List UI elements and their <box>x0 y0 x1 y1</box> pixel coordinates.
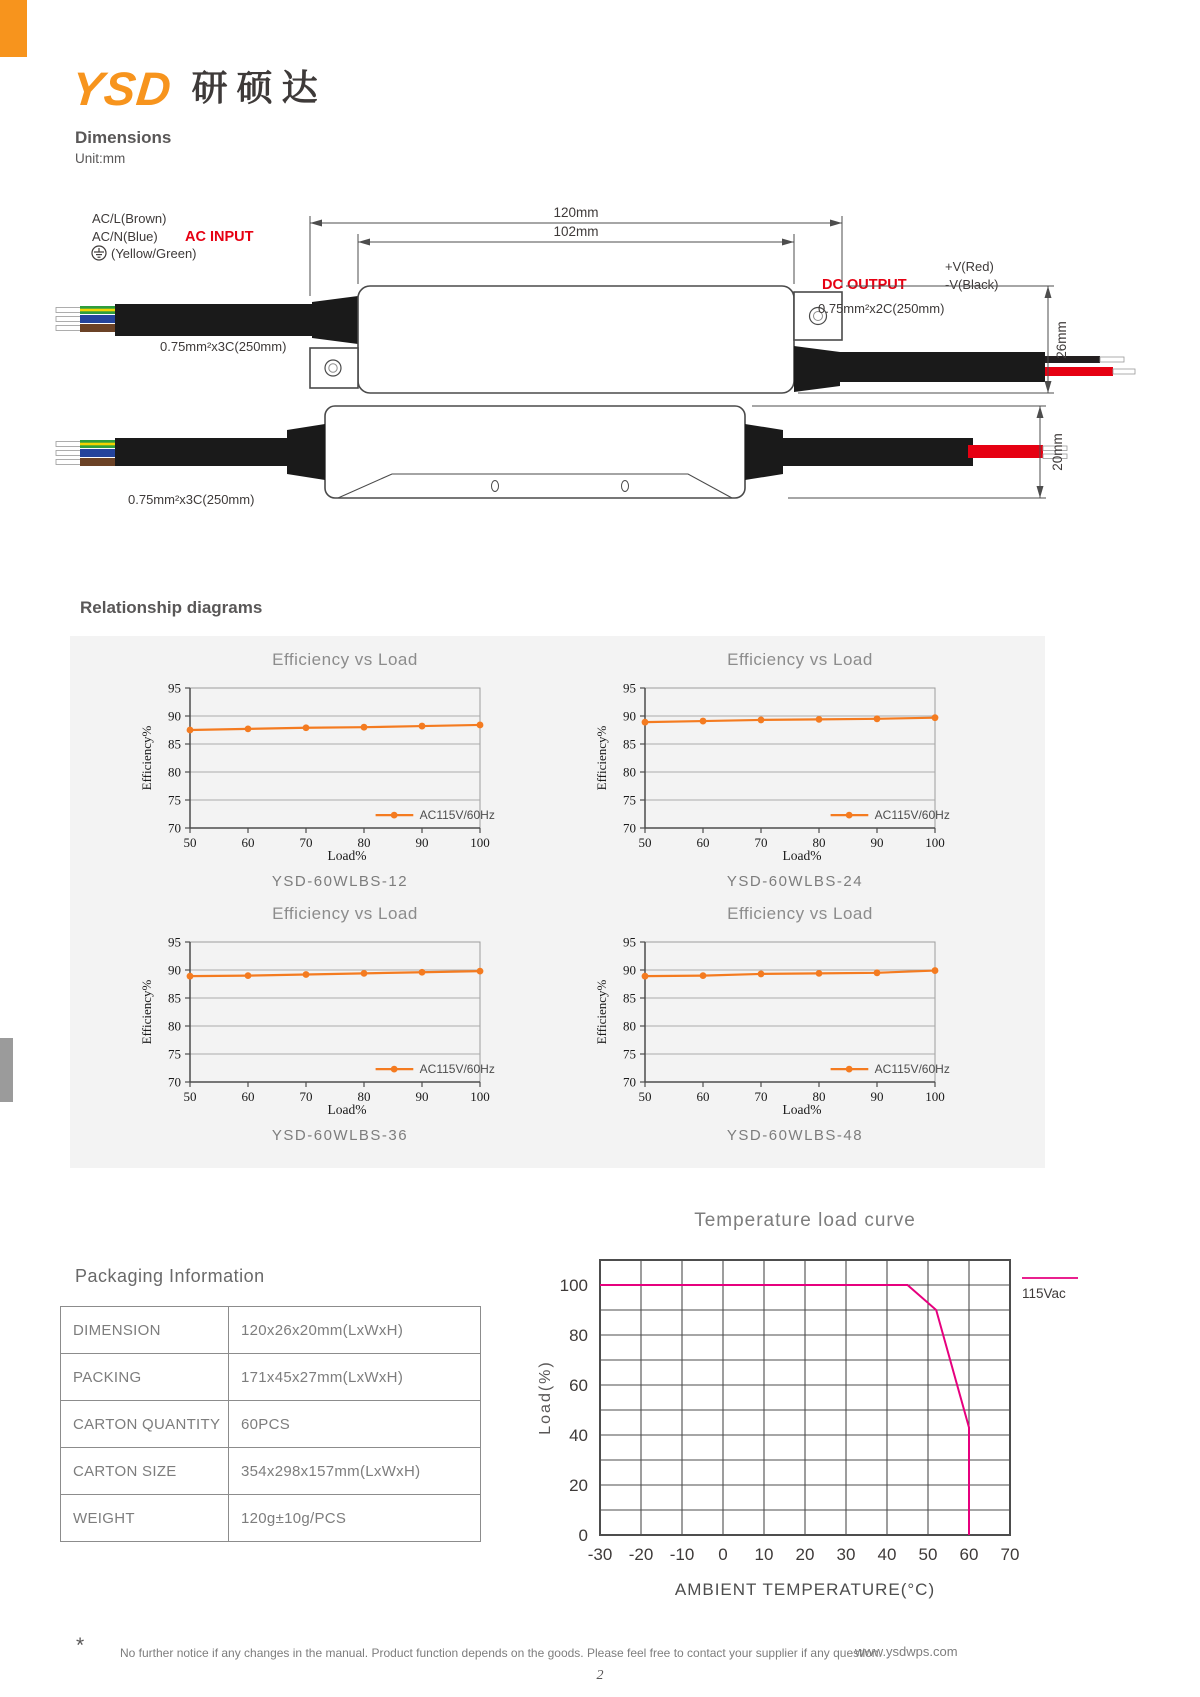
data-point <box>245 725 252 732</box>
series-line <box>190 725 480 730</box>
dim-20mm-label: 20mm <box>1050 433 1065 471</box>
y-tick-label: 90 <box>168 962 181 978</box>
dc-cable <box>840 352 1045 382</box>
y-tick-label: 20 <box>569 1476 588 1495</box>
data-point <box>419 969 426 976</box>
plot-border <box>190 688 480 828</box>
x-tick-label: 40 <box>877 1545 897 1564</box>
dimension-drawing-top-view <box>40 190 1160 406</box>
legend-label: AC115V/60Hz <box>419 1062 495 1077</box>
data-point <box>642 719 649 726</box>
y-tick-label: 90 <box>168 708 181 724</box>
row-label: CARTON SIZE <box>61 1448 229 1495</box>
efficiency-chart-block-24 <box>570 650 1000 890</box>
dc-cable-bushing <box>794 346 840 392</box>
chart-model-label: YSD-60WLBS-36 <box>271 1127 409 1144</box>
row-label: WEIGHT <box>61 1495 229 1542</box>
x-tick-label: 70 <box>754 835 768 848</box>
x-tick-label: 70 <box>754 1089 768 1102</box>
y-axis-label: Efficiency% <box>594 979 609 1045</box>
charts-panel <box>70 636 1045 1168</box>
legend-marker <box>391 812 398 819</box>
data-point <box>303 724 310 731</box>
dc-output-label: DC OUTPUT <box>822 277 907 293</box>
data-point <box>700 718 707 725</box>
efficiency-chart-48 <box>590 930 980 1102</box>
chart-title: Efficiency vs Load <box>272 650 418 669</box>
data-point <box>874 969 881 976</box>
row-value: 354x298x157mm(LxWxH) <box>229 1448 481 1495</box>
y-tick-label: 95 <box>623 934 636 950</box>
legend-label: AC115V/60Hz <box>874 1062 950 1077</box>
logo-ysd-text: YSD <box>69 61 175 115</box>
ac-ground-label: (Yellow/Green) <box>111 246 197 261</box>
chart-title: Efficiency vs Load <box>727 904 873 923</box>
y-axis-label: Load(%) <box>537 1360 554 1435</box>
chart-model-label: YSD-60WLBS-48 <box>726 1127 864 1144</box>
efficiency-chart-block-36 <box>115 904 545 1144</box>
y-axis-label: Efficiency% <box>139 979 154 1045</box>
data-point <box>758 971 765 978</box>
page-corner-accent <box>0 0 27 57</box>
y-tick-label: 75 <box>168 1046 181 1062</box>
data-point <box>419 723 426 730</box>
x-tick-label: 70 <box>1000 1545 1020 1564</box>
dim-26mm-label: 26mm <box>1054 321 1069 359</box>
packaging-heading: Packaging Information <box>75 1266 265 1286</box>
page-side-marker <box>0 1038 13 1102</box>
y-tick-label: 70 <box>168 820 181 836</box>
y-tick-label: 85 <box>623 990 636 1006</box>
table-row <box>61 1354 481 1401</box>
series-line <box>190 971 480 976</box>
y-tick-label: 75 <box>168 792 181 808</box>
mount-ear-right <box>794 292 842 340</box>
data-point <box>245 972 252 979</box>
ac-input-label: AC INPUT <box>185 229 254 245</box>
dimensions-unit: Unit:mm <box>75 151 126 166</box>
x-tick-label: 100 <box>470 1089 490 1102</box>
side-cable-spec: 0.75mm²x3C(250mm) <box>128 492 255 507</box>
row-label: PACKING <box>61 1354 229 1401</box>
plot-border <box>190 942 480 1082</box>
ac-cable-spec: 0.75mm²x3C(250mm) <box>160 339 287 354</box>
x-tick-label: 10 <box>754 1545 774 1564</box>
wire-brown <box>80 324 120 332</box>
x-tick-label: 50 <box>638 835 652 848</box>
chart-xlabel: Load% <box>782 1102 822 1117</box>
chart-model-label: YSD-60WLBS-24 <box>726 873 864 890</box>
data-point <box>700 972 707 979</box>
footnote-asterisk: * <box>76 1634 85 1657</box>
x-tick-label: 60 <box>696 1089 710 1102</box>
data-point <box>874 715 881 722</box>
legend-marker <box>846 1066 853 1073</box>
x-tick-label: 70 <box>299 835 313 848</box>
series-line <box>645 971 935 977</box>
x-tick-label: 60 <box>959 1545 979 1564</box>
data-point <box>642 973 649 980</box>
dim-102mm-label: 102mm <box>553 224 599 239</box>
y-tick-label: 75 <box>623 792 636 808</box>
data-point <box>187 973 194 980</box>
y-tick-label: 95 <box>623 680 636 696</box>
data-point <box>361 970 368 977</box>
brand-logo <box>69 58 327 118</box>
y-tick-label: 80 <box>168 1018 181 1034</box>
y-tick-label: 100 <box>559 1276 588 1295</box>
chart-xlabel: Load% <box>327 1102 367 1117</box>
temperature-load-chart <box>520 1248 1100 1600</box>
x-tick-label: 80 <box>357 835 371 848</box>
table-row <box>61 1307 481 1354</box>
ground-icon <box>92 246 106 260</box>
legend-marker <box>846 812 853 819</box>
y-tick-label: 75 <box>623 1046 636 1062</box>
data-point <box>932 967 939 974</box>
data-point <box>477 722 484 729</box>
efficiency-chart-36 <box>135 930 525 1102</box>
data-point <box>477 968 484 975</box>
ac-line-label: AC/L(Brown) <box>92 211 167 226</box>
row-value: 171x45x27mm(LxWxH) <box>229 1354 481 1401</box>
chart-title: Efficiency vs Load <box>727 650 873 669</box>
table-row <box>61 1495 481 1542</box>
x-tick-label: 30 <box>836 1545 856 1564</box>
y-tick-label: 70 <box>623 1074 636 1090</box>
x-tick-label: -20 <box>628 1545 654 1564</box>
x-tick-label: 60 <box>241 835 255 848</box>
footer-website: www.ysdwps.com <box>855 1644 958 1659</box>
x-tick-label: 80 <box>357 1089 371 1102</box>
legend-marker <box>391 1066 398 1073</box>
x-tick-label: 100 <box>470 835 490 848</box>
y-tick-label: 90 <box>623 708 636 724</box>
x-axis-label: AMBIENT TEMPERATURE(°C) <box>674 1580 936 1599</box>
temperature-chart-title: Temperature load curve <box>694 1210 916 1231</box>
x-tick-label: 20 <box>795 1545 815 1564</box>
chart-xlabel: Load% <box>327 848 367 863</box>
legend-label: 115Vac <box>1022 1286 1066 1301</box>
x-tick-label: 90 <box>870 835 884 848</box>
efficiency-chart-block-12 <box>115 650 545 890</box>
y-tick-label: 80 <box>569 1326 588 1345</box>
x-tick-label: 90 <box>870 1089 884 1102</box>
x-tick-label: 50 <box>918 1545 938 1564</box>
y-tick-label: 70 <box>623 820 636 836</box>
row-label: DIMENSION <box>61 1307 229 1354</box>
data-point <box>758 717 765 724</box>
y-axis-label: Efficiency% <box>139 725 154 791</box>
chart-model-label: YSD-60WLBS-12 <box>271 873 409 890</box>
plot-border <box>645 942 935 1082</box>
x-tick-label: 90 <box>415 1089 429 1102</box>
efficiency-chart-24 <box>590 676 980 848</box>
dimensions-heading: Dimensions <box>75 128 172 147</box>
row-value: 60PCS <box>229 1401 481 1448</box>
wire-blue <box>80 315 120 323</box>
row-value: 120x26x20mm(LxWxH) <box>229 1307 481 1354</box>
wire-red <box>1045 367 1113 376</box>
x-tick-label: -10 <box>669 1545 695 1564</box>
x-tick-label: 60 <box>696 835 710 848</box>
y-tick-label: 85 <box>168 990 181 1006</box>
y-tick-label: 60 <box>569 1376 588 1395</box>
footer-note: No further notice if any changes in the manual. Product function depends on the goods. Please feel free to contact your supplier if any question. <box>120 1646 882 1660</box>
table-row <box>61 1401 481 1448</box>
logo-chinese-text: 研硕达 <box>191 67 327 108</box>
data-point <box>816 970 823 977</box>
x-tick-label: 100 <box>925 835 945 848</box>
y-tick-label: 0 <box>578 1526 588 1545</box>
dc-plus-label: +V(Red) <box>945 259 994 274</box>
ac-cable-bushing <box>312 296 358 344</box>
x-tick-label: 50 <box>183 835 197 848</box>
y-tick-label: 80 <box>168 764 181 780</box>
legend-label: AC115V/60Hz <box>874 808 950 823</box>
dc-cable-spec: 0.75mm²x2C(250mm) <box>818 301 945 316</box>
enclosure-body <box>358 286 794 393</box>
data-point <box>816 716 823 723</box>
x-tick-label: 0 <box>718 1545 728 1564</box>
data-point <box>187 727 194 734</box>
x-tick-label: 50 <box>183 1089 197 1102</box>
data-point <box>361 724 368 731</box>
plot-border <box>645 688 935 828</box>
page-number: 2 <box>596 1668 604 1683</box>
x-tick-label: 80 <box>812 1089 826 1102</box>
chart-xlabel: Load% <box>782 848 822 863</box>
y-tick-label: 70 <box>168 1074 181 1090</box>
x-tick-label: 60 <box>241 1089 255 1102</box>
legend-label: AC115V/60Hz <box>419 808 495 823</box>
packaging-table <box>60 1306 481 1542</box>
enclosure-side <box>325 406 745 498</box>
relationship-heading: Relationship diagrams <box>80 598 263 617</box>
chart-title: Efficiency vs Load <box>272 904 418 923</box>
x-tick-label: 50 <box>638 1089 652 1102</box>
data-point <box>303 971 310 978</box>
series-line <box>645 718 935 722</box>
dimension-drawing-side-view <box>40 398 1160 516</box>
table-row <box>61 1448 481 1495</box>
mount-ear-left <box>310 348 358 388</box>
x-tick-label: 80 <box>812 835 826 848</box>
data-point <box>932 714 939 721</box>
dim-120mm-label: 120mm <box>553 205 599 220</box>
dc-minus-label: -V(Black) <box>945 277 999 292</box>
ac-cable <box>115 304 313 336</box>
x-tick-label: 100 <box>925 1089 945 1102</box>
x-tick-label: 70 <box>299 1089 313 1102</box>
row-label: CARTON QUANTITY <box>61 1401 229 1448</box>
row-value: 120g±10g/PCS <box>229 1495 481 1542</box>
y-tick-label: 85 <box>168 736 181 752</box>
y-tick-label: 80 <box>623 1018 636 1034</box>
y-tick-label: 95 <box>168 934 181 950</box>
y-axis-label: Efficiency% <box>594 725 609 791</box>
x-tick-label: -30 <box>587 1545 613 1564</box>
y-tick-label: 40 <box>569 1426 588 1445</box>
y-tick-label: 85 <box>623 736 636 752</box>
y-tick-label: 90 <box>623 962 636 978</box>
y-tick-label: 80 <box>623 764 636 780</box>
efficiency-chart-12 <box>135 676 525 848</box>
x-tick-label: 90 <box>415 835 429 848</box>
y-tick-label: 95 <box>168 680 181 696</box>
efficiency-chart-block-48 <box>570 904 1000 1144</box>
ac-neutral-label: AC/N(Blue) <box>92 229 158 244</box>
